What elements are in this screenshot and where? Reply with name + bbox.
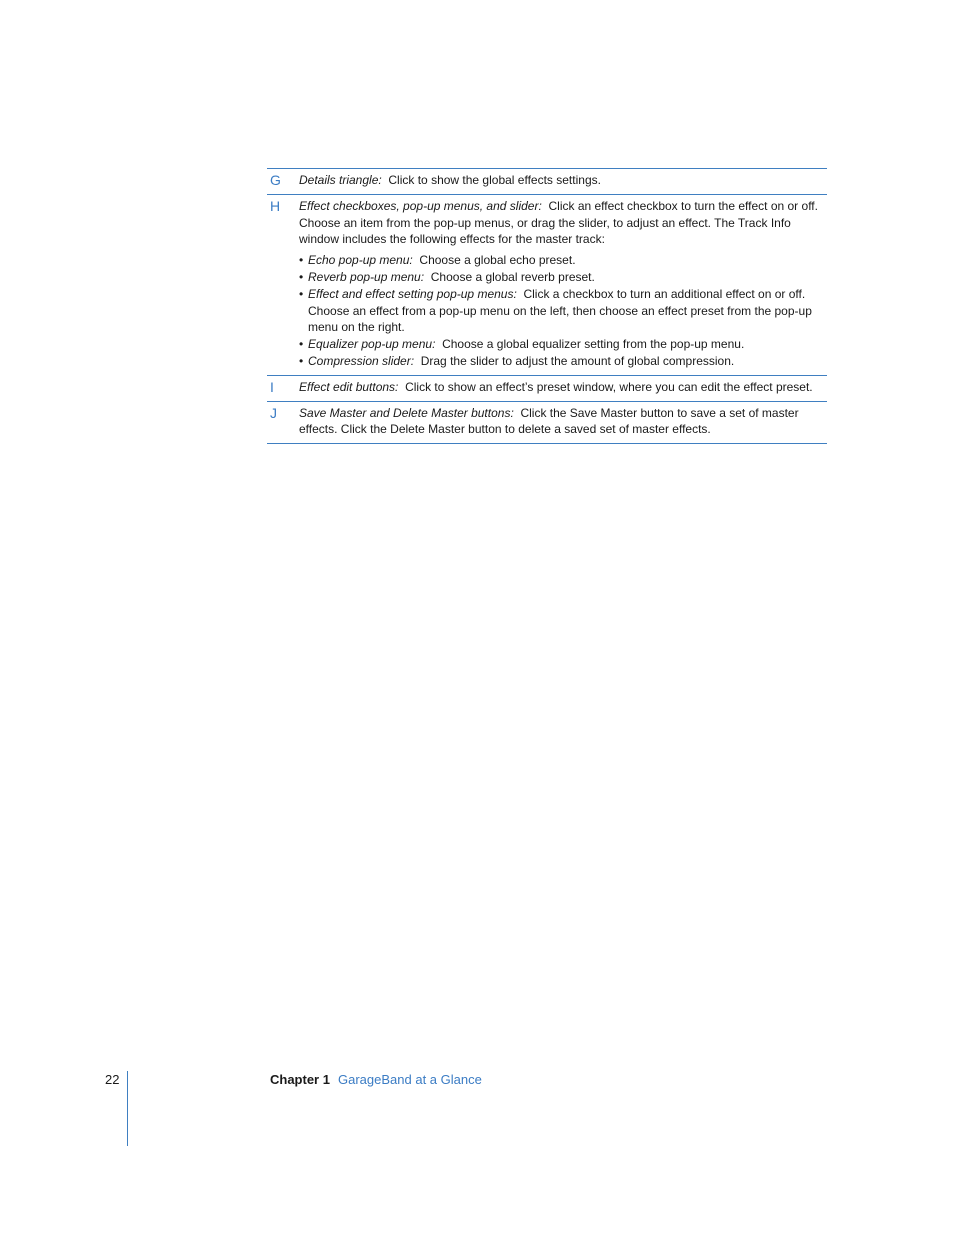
list-item-text: Drag the slider to adjust the amount of global compression. bbox=[420, 353, 735, 368]
callout-letter: H bbox=[270, 197, 281, 214]
list-item-text: Choose a global reverb preset. bbox=[430, 269, 595, 284]
page-footer bbox=[0, 1072, 954, 1112]
callout-row-g bbox=[267, 168, 827, 194]
list-item bbox=[299, 336, 827, 353]
list-item bbox=[299, 353, 827, 370]
callout-body bbox=[299, 172, 827, 189]
callout-term: Save Master and Delete Master buttons: bbox=[299, 405, 514, 420]
callout-text: Click to show the global effects settings. bbox=[388, 173, 601, 187]
list-item bbox=[299, 269, 827, 286]
effects-list bbox=[299, 252, 827, 370]
list-item-text: Click a checkbox to turn an additional effect on or off. Choose an effect from a pop-up menu on the left, then choose an effect preset from the pop-up menu on the right. bbox=[308, 286, 812, 335]
list-item-term: Equalizer pop-up menu: bbox=[308, 337, 436, 352]
callout-letter: G bbox=[270, 172, 281, 188]
callout-text: Click the Save Master button to save a set of master effects. Click the Delete Master button to delete a saved set of master effects. bbox=[299, 405, 799, 437]
chapter-label: Chapter 1 bbox=[270, 1072, 330, 1087]
list-item-term: Reverb pop-up menu: bbox=[308, 269, 425, 284]
callout-table bbox=[267, 168, 827, 444]
page-number: 22 bbox=[105, 1072, 120, 1087]
callout-row-i bbox=[267, 375, 827, 401]
callout-body bbox=[299, 198, 827, 370]
list-item-term: Compression slider: bbox=[308, 353, 415, 368]
list-item-term: Effect and effect setting pop-up menus: bbox=[308, 286, 517, 301]
callout-row-j bbox=[267, 401, 827, 445]
list-item bbox=[299, 252, 827, 269]
callout-text: Click to show an effect’s preset window, where you can edit the effect preset. bbox=[405, 379, 813, 394]
callout-body bbox=[299, 405, 827, 439]
list-item-text: Choose a global equalizer setting from the pop-up menu. bbox=[442, 337, 745, 352]
callout-term: Details triangle: bbox=[299, 173, 382, 187]
callout-body bbox=[299, 379, 827, 396]
list-item-text: Choose a global echo preset. bbox=[419, 253, 576, 268]
callout-letter: I bbox=[270, 378, 274, 395]
callout-term: Effect edit buttons: bbox=[299, 379, 399, 394]
chapter-title: GarageBand at a Glance bbox=[338, 1072, 482, 1087]
callout-letter: J bbox=[270, 404, 277, 421]
callout-text: Click an effect checkbox to turn the effect on or off. Choose an item from the pop-up menus, or drag the slider, to adjust an effect. The Track Info window includes the following effects for the master track: bbox=[299, 198, 818, 247]
callout-term: Effect checkboxes, pop-up menus, and slider: bbox=[299, 198, 542, 213]
list-item bbox=[299, 286, 827, 336]
callout-row-h bbox=[267, 194, 827, 375]
list-item-term: Echo pop-up menu: bbox=[308, 253, 413, 268]
